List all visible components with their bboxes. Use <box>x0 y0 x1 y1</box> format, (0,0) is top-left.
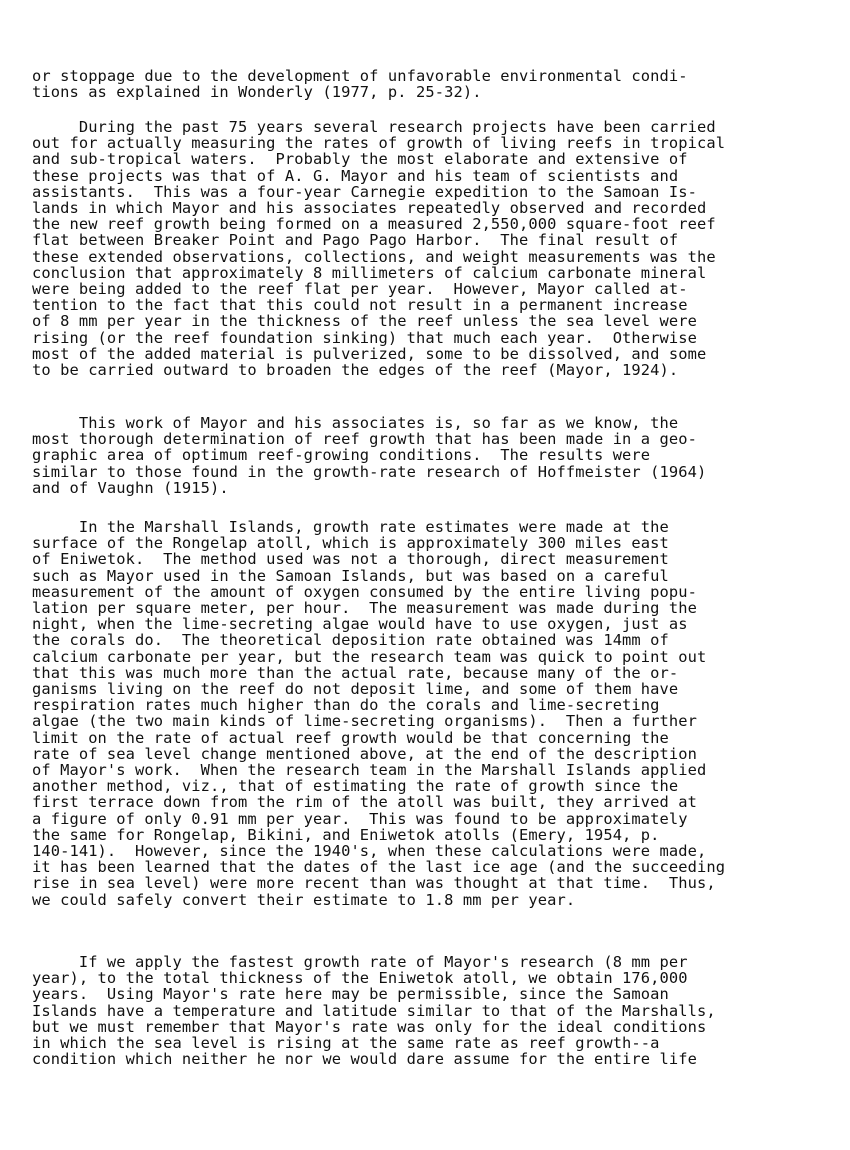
text-line: of Mayor's work. When the research team in the Marshall Islands applied <box>32 761 707 780</box>
text-line: most thorough determination of reef growth that has been made in a geo- <box>32 430 697 449</box>
text-line: were being added to the reef flat per year. However, Mayor called at- <box>32 280 688 299</box>
text-line: the corals do. The theoretical deposition rate obtained was 14mm of <box>32 631 669 650</box>
text-line: calcium carbonate per year, but the research team was quick to point out <box>32 647 707 666</box>
text-line: Islands have a temperature and latitude similar to that of the Marshalls, <box>32 1001 716 1020</box>
text-line: a figure of only 0.91 mm per year. This was found to be approximately <box>32 809 688 828</box>
text-line: out for actually measuring the rates of growth of living reefs in tropical <box>32 134 726 153</box>
text-line: conclusion that approximately 8 millimeters of calcium carbonate mineral <box>32 263 707 282</box>
text-line: If we apply the fastest growth rate of Mayor's research (8 mm per <box>32 953 688 971</box>
paragraph-1 <box>32 68 688 100</box>
text-line: it has been learned that the dates of the last ice age (and the succeeding <box>32 858 726 877</box>
text-line: This work of Mayor and his associates is, so far as we know, the <box>32 414 679 432</box>
text-line: lation per square meter, per hour. The measurement was made during the <box>32 599 697 618</box>
text-line: such as Mayor used in the Samoan Islands, but was based on a careful <box>32 566 669 585</box>
text-line: assistants. This was a four-year Carnegie expedition to the Samoan Is- <box>32 182 697 201</box>
text-line: and sub-tropical waters. Probably the most elaborate and extensive of <box>32 150 688 169</box>
text-line: lands in which Mayor and his associates repeatedly observed and recorded <box>32 199 707 218</box>
text-line: respiration rates much higher than do the corals and lime-secreting <box>32 696 660 715</box>
text-line: or stoppage due to the development of unfavorable environmental condi- <box>32 67 688 85</box>
text-line: year), to the total thickness of the Eniwetok atoll, we obtain 176,000 <box>32 969 688 988</box>
text-line: of Eniwetok. The method used was not a thorough, direct measurement <box>32 550 669 569</box>
text-line: similar to those found in the growth-rate research of Hoffmeister (1964) <box>32 462 707 481</box>
text-line: In the Marshall Islands, growth rate estimates were made at the <box>32 518 669 536</box>
text-line: another method, viz., that of estimating the rate of growth since the <box>32 777 679 796</box>
text-line: algae (the two main kinds of lime-secreting organisms). Then a further <box>32 712 697 731</box>
text-line: most of the added material is pulverized, some to be dissolved, and some <box>32 344 707 363</box>
text-line: these extended observations, collections, and weight measurements was the <box>32 247 716 266</box>
text-line: surface of the Rongelap atoll, which is approximately 300 miles east <box>32 534 669 553</box>
text-line: these projects was that of A. G. Mayor and his team of scientists and <box>32 166 679 185</box>
text-line: rising (or the reef foundation sinking) that much each year. Otherwise <box>32 328 697 347</box>
text-line: rise in sea level) were more recent than was thought at that time. Thus, <box>32 874 716 893</box>
text-line: but we must remember that Mayor's rate was only for the ideal conditions <box>32 1017 707 1036</box>
text-line: we could safely convert their estimate to 1.8 mm per year. <box>32 890 576 909</box>
text-line: first terrace down from the rim of the atoll was built, they arrived at <box>32 793 697 812</box>
text-line: 140-141). However, since the 1940's, when these calculations were made, <box>32 842 707 861</box>
paragraph-5 <box>32 954 716 1067</box>
text-line: of 8 mm per year in the thickness of the reef unless the sea level were <box>32 312 697 331</box>
text-line: and of Vaughn (1915). <box>32 478 229 497</box>
text-line: the same for Rongelap, Bikini, and Eniwetok atolls (Emery, 1954, p. <box>32 825 660 844</box>
text-line: in which the sea level is rising at the same rate as reef growth--a <box>32 1034 660 1053</box>
text-line: limit on the rate of actual reef growth would be that concerning the <box>32 728 669 747</box>
text-line: condition which neither he nor we would dare assume for the entire life <box>32 1050 697 1069</box>
text-line: to be carried outward to broaden the edges of the reef (Mayor, 1924). <box>32 361 679 380</box>
text-line: During the past 75 years several research projects have been carried <box>32 118 716 136</box>
text-line: measurement of the amount of oxygen consumed by the entire living popu- <box>32 582 697 601</box>
text-line: years. Using Mayor's rate here may be permissible, since the Samoan <box>32 985 669 1004</box>
text-line: graphic area of optimum reef-growing conditions. The results were <box>32 446 651 465</box>
text-line: that this was much more than the actual rate, because many of the or- <box>32 663 679 682</box>
text-line: flat between Breaker Point and Pago Pago Harbor. The final result of <box>32 231 679 250</box>
paragraph-3 <box>32 415 706 496</box>
text-line: tention to the fact that this could not result in a permanent increase <box>32 296 688 315</box>
text-line: the new reef growth being formed on a measured 2,550,000 square-foot reef <box>32 215 716 234</box>
text-line: rate of sea level change mentioned above, at the end of the description <box>32 744 697 763</box>
text-line: night, when the lime-secreting algae would have to use oxygen, just as <box>32 615 688 634</box>
paragraph-2 <box>32 119 725 378</box>
text-line: tions as explained in Wonderly (1977, p. 25-32). <box>32 83 482 102</box>
paragraph-4 <box>32 519 725 908</box>
text-line: ganisms living on the reef do not deposit lime, and some of them have <box>32 680 679 699</box>
